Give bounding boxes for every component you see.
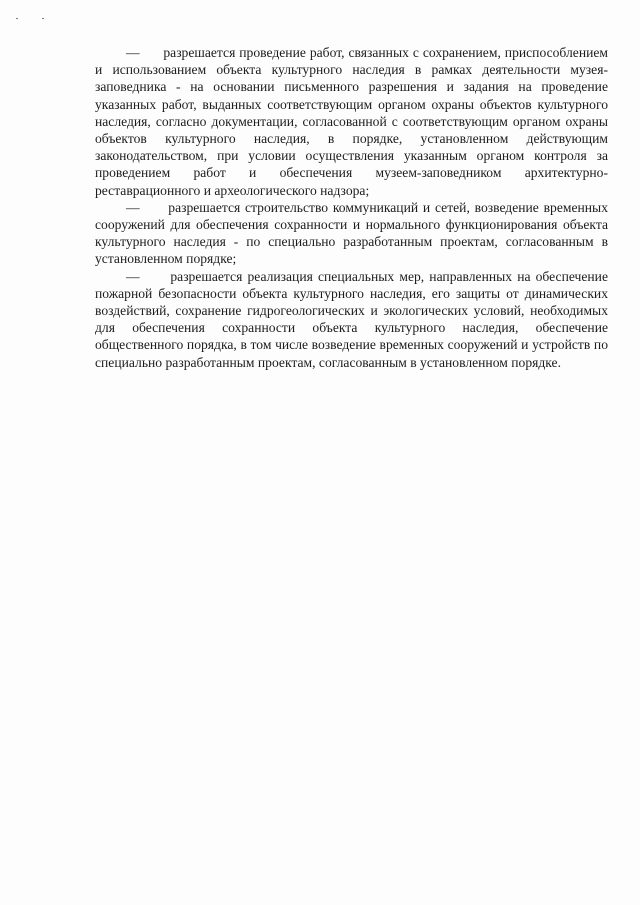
paragraph-text: разрешается строительство коммуникаций и сетей, возведение временных сооружений для обеспечения сохранности и нормального функционирования объекта культурного наследия - по специально разработанным проектам, согласованным в установленном порядке; [95, 199, 608, 267]
paragraph-text: разрешается реализация специальных мер, направленных на обеспечение пожарной безопасности объекта культурного наследия, его защиты от динамических воздействий, сохранение гидрогеологических и экологических условий, необходимых для обеспечения сохранности объекта культурного наследия, обеспечение общественного порядка, в том числе возведение временных сооружений и устройств по специально разработанным проектам, согласованным в установленном порядке. [95, 268, 608, 370]
scan-artifact-mark [16, 18, 46, 22]
list-dash: — [126, 45, 140, 60]
list-dash: — [126, 199, 140, 215]
list-dash: — [126, 268, 140, 284]
paragraph-restoration-works [95, 44, 608, 199]
paragraph-safety-measures [95, 268, 608, 371]
paragraph-text: разрешается проведение работ, связанных с сохранением, приспособлением и использованием объекта культурного наследия в рамках деятельности музея-заповедника - на основании письменного разрешения и задания на проведение указанных работ, выданных соответствующим органом охраны объектов культурного наследия, согласно документации, согласованной с соответствующим органом охраны объектов культурного наследия, в порядке, установленном действующим законодательством, при условии осуществления указанным органом контроля за проведением работ и обеспечения музеем-заповедником архитектурно-реставрационного и археологического надзора; [95, 45, 609, 198]
paragraph-communications-construction [95, 199, 608, 268]
document-body [95, 44, 608, 371]
